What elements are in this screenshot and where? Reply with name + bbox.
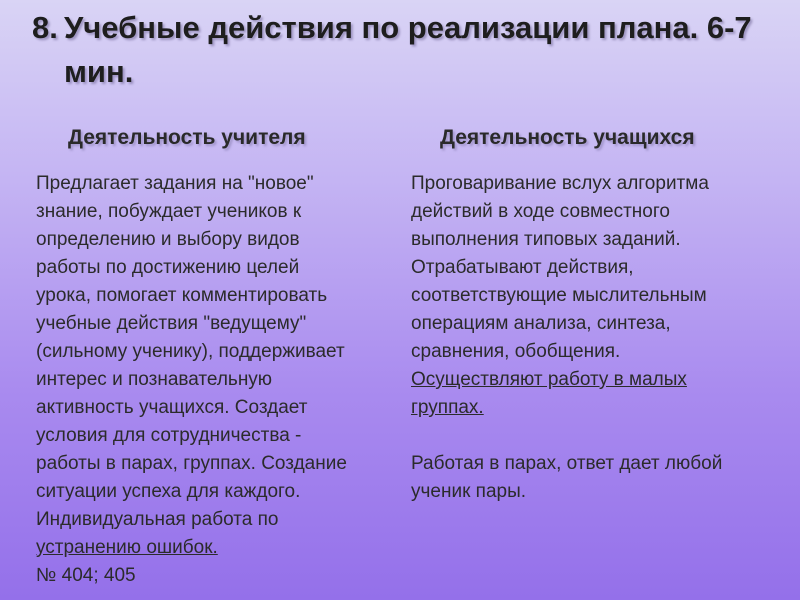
teacher-line: активность учащихся. Создает [36, 397, 308, 418]
exercise-numbers: № 404; 405 [36, 565, 136, 586]
students-line: Отрабатывают действия, [411, 257, 634, 278]
teacher-line-underlined: устранению ошибок. [36, 537, 218, 558]
teacher-line: ситуации успеха для каждого. [36, 481, 301, 502]
teacher-line: учебные действия "ведущему" [36, 313, 307, 334]
students-activity-text [411, 170, 781, 506]
students-line: действий в ходе совместного [411, 201, 670, 222]
teacher-line: условия для сотрудничества - [36, 425, 302, 446]
students-line: сравнения, обобщения. [411, 341, 621, 362]
students-line-underlined: группах. [411, 397, 484, 418]
teacher-line: (сильному ученику), поддерживает [36, 341, 345, 362]
title-number: 8. [32, 10, 58, 45]
students-line: операциям анализа, синтеза, [411, 313, 671, 334]
paragraph-gap [411, 422, 781, 450]
slide-title [32, 6, 772, 94]
teacher-line: Индивидуальная работа по [36, 509, 279, 530]
title-line-2: мин. [64, 54, 134, 89]
students-line: выполнения типовых заданий. [411, 229, 681, 250]
students-line: соответствующие мыслительным [411, 285, 707, 306]
teacher-line: знание, побуждает учеников к [36, 201, 302, 222]
students-column-heading: Деятельность учащихся [440, 126, 695, 149]
students-line-underlined: Осуществляют работу в малых [411, 369, 687, 390]
students-line: Работая в парах, ответ дает любой [411, 453, 723, 474]
teacher-line: Предлагает задания на "новое" [36, 173, 314, 194]
teacher-column-heading: Деятельность учителя [68, 126, 306, 149]
teacher-line: урока, помогает комментировать [36, 285, 328, 306]
teacher-line: работы в парах, группах. Создание [36, 453, 347, 474]
students-line: Проговаривание вслух алгоритма [411, 173, 709, 194]
teacher-line: определению и выбору видов [36, 229, 300, 250]
teacher-line: работы по достижению целей [36, 257, 300, 278]
teacher-line: интерес и познавательную [36, 369, 273, 390]
teacher-activity-text [36, 170, 396, 590]
students-line: ученик пары. [411, 481, 527, 502]
title-line-1: Учебные действия по реализации плана. 6-7 [64, 10, 752, 45]
